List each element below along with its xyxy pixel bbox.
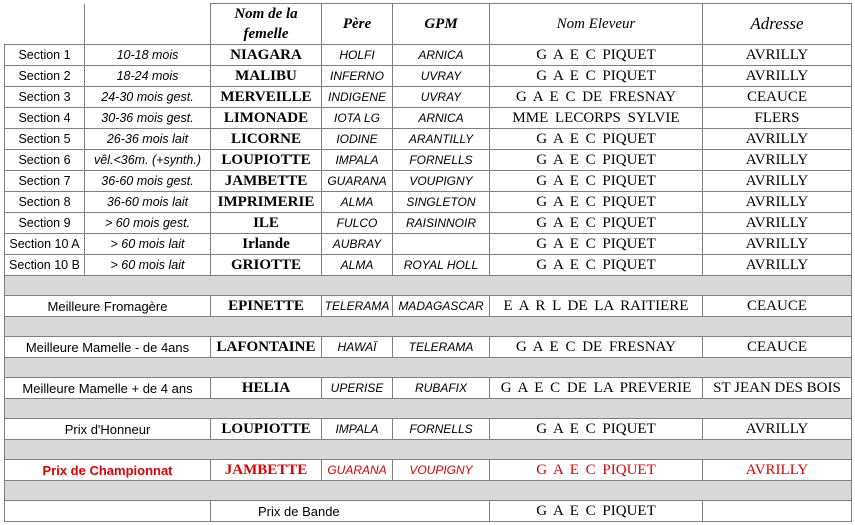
gpm-name: VOUPIGNY xyxy=(393,460,490,481)
father-name: IMPALA xyxy=(322,150,393,171)
breeder-name: MME LECORPS SYLVIE xyxy=(490,108,703,129)
address: AVRILLY xyxy=(703,171,852,192)
female-name: GRIOTTE xyxy=(211,255,322,276)
gpm-name: VOUPIGNY xyxy=(393,171,490,192)
section-label: Section 10 A xyxy=(5,234,85,255)
gpm-name: RAISINNOIR xyxy=(393,213,490,234)
female-name: LOUPIOTTE xyxy=(211,150,322,171)
gpm-name: TELERAMA xyxy=(393,337,490,358)
results-table xyxy=(4,3,852,522)
breeder-name: G A E C PIQUET xyxy=(490,255,703,276)
section-row xyxy=(5,192,852,213)
breeder-name: G A E C PIQUET xyxy=(490,150,703,171)
award-row xyxy=(5,419,852,440)
section-row xyxy=(5,87,852,108)
section-label: Section 8 xyxy=(5,192,85,213)
female-name: Irlande xyxy=(211,234,322,255)
gpm-name: RUBAFIX xyxy=(393,378,490,399)
section-label: Section 6 xyxy=(5,150,85,171)
father-name: ALMA xyxy=(322,255,393,276)
header-eleveur: Nom Eleveur xyxy=(490,4,703,45)
header-pere: Père xyxy=(322,4,393,45)
father-name: HOLFI xyxy=(322,45,393,66)
separator-row xyxy=(5,276,852,296)
father-name: FULCO xyxy=(322,213,393,234)
gpm-name: ARNICA xyxy=(393,108,490,129)
female-name: LAFONTAINE xyxy=(211,337,322,358)
father-name: TELERAMA xyxy=(322,296,393,317)
address: CEAUCE xyxy=(703,337,852,358)
female-name: NIAGARA xyxy=(211,45,322,66)
breeder-name: G A E C PIQUET xyxy=(490,192,703,213)
female-name: ILE xyxy=(211,213,322,234)
section-age: 36-60 mois lait xyxy=(85,192,211,213)
address: AVRILLY xyxy=(703,150,852,171)
header-empty-age xyxy=(85,4,211,45)
gpm-name: UVRAY xyxy=(393,87,490,108)
female-name: LICORNE xyxy=(211,129,322,150)
address: AVRILLY xyxy=(703,460,852,481)
father-name: UPERISE xyxy=(322,378,393,399)
section-age: vêl.<36m. (+synth.) xyxy=(85,150,211,171)
header-empty-section xyxy=(5,4,85,45)
section-row xyxy=(5,255,852,276)
separator-cell xyxy=(5,399,852,419)
address: AVRILLY xyxy=(703,419,852,440)
father-name: INFERNO xyxy=(322,66,393,87)
breeder-name: G A E C PIQUET xyxy=(490,460,703,481)
section-row xyxy=(5,213,852,234)
section-label: Section 1 xyxy=(5,45,85,66)
award-row xyxy=(5,296,852,317)
address: AVRILLY xyxy=(703,129,852,150)
address: AVRILLY xyxy=(703,234,852,255)
bande-empty-address xyxy=(703,501,852,522)
section-row xyxy=(5,150,852,171)
female-name: JAMBETTE xyxy=(211,171,322,192)
female-name: EPINETTE xyxy=(211,296,322,317)
address: AVRILLY xyxy=(703,45,852,66)
bande-breeder: G A E C PIQUET xyxy=(490,501,703,522)
breeder-name: G A E C DE LA PREVERIE xyxy=(490,378,703,399)
female-name: JAMBETTE xyxy=(211,460,322,481)
address: AVRILLY xyxy=(703,213,852,234)
award-row xyxy=(5,460,852,481)
breeder-name: E A R L DE LA RAITIERE xyxy=(490,296,703,317)
header-row xyxy=(5,4,852,45)
gpm-name xyxy=(393,234,490,255)
female-name: LOUPIOTTE xyxy=(211,419,322,440)
female-name: IMPRIMERIE xyxy=(211,192,322,213)
female-name: MERVEILLE xyxy=(211,87,322,108)
bande-row xyxy=(5,501,852,522)
header-nom: Nom de la femelle xyxy=(211,4,322,45)
female-name: HELIA xyxy=(211,378,322,399)
award-row xyxy=(5,378,852,399)
breeder-name: G A E C PIQUET xyxy=(490,171,703,192)
award-label: Meilleure Fromagère xyxy=(5,296,211,317)
breeder-name: G A E C PIQUET xyxy=(490,66,703,87)
breeder-name: G A E C PIQUET xyxy=(490,419,703,440)
gpm-name: ARNICA xyxy=(393,45,490,66)
section-label: Section 9 xyxy=(5,213,85,234)
bande-empty xyxy=(5,501,211,522)
father-name: AUBRAY xyxy=(322,234,393,255)
father-name: HAWAÏ xyxy=(322,337,393,358)
separator-cell xyxy=(5,481,852,501)
father-name: GUARANA xyxy=(322,460,393,481)
section-row xyxy=(5,171,852,192)
section-age: 36-60 mois gest. xyxy=(85,171,211,192)
section-row xyxy=(5,108,852,129)
gpm-name: UVRAY xyxy=(393,66,490,87)
award-row xyxy=(5,337,852,358)
section-age: 26-36 mois lait xyxy=(85,129,211,150)
section-age: > 60 mois lait xyxy=(85,234,211,255)
gpm-name: FORNELLS xyxy=(393,150,490,171)
separator-row xyxy=(5,481,852,501)
address: AVRILLY xyxy=(703,192,852,213)
father-name: IMPALA xyxy=(322,419,393,440)
section-label: Section 2 xyxy=(5,66,85,87)
gpm-name: SINGLETON xyxy=(393,192,490,213)
separator-row xyxy=(5,358,852,378)
section-age: 10-18 mois xyxy=(85,45,211,66)
separator-cell xyxy=(5,317,852,337)
award-label: Meilleure Mamelle + de 4 ans xyxy=(5,378,211,399)
breeder-name: G A E C PIQUET xyxy=(490,129,703,150)
section-age: 24-30 mois gest. xyxy=(85,87,211,108)
address: AVRILLY xyxy=(703,66,852,87)
father-name: GUARANA xyxy=(322,171,393,192)
gpm-name: ARANTILLY xyxy=(393,129,490,150)
section-label: Section 4 xyxy=(5,108,85,129)
breeder-name: G A E C DE FRESNAY xyxy=(490,87,703,108)
separator-cell xyxy=(5,358,852,378)
address: AVRILLY xyxy=(703,255,852,276)
award-label: Prix d'Honneur xyxy=(5,419,211,440)
gpm-name: FORNELLS xyxy=(393,419,490,440)
header-gpm: GPM xyxy=(393,4,490,45)
father-name: INDIGENE xyxy=(322,87,393,108)
section-row xyxy=(5,129,852,150)
separator-cell xyxy=(5,276,852,296)
section-label: Section 5 xyxy=(5,129,85,150)
female-name: MALIBU xyxy=(211,66,322,87)
breeder-name: G A E C PIQUET xyxy=(490,213,703,234)
father-name: IODINE xyxy=(322,129,393,150)
address: CEAUCE xyxy=(703,296,852,317)
section-row xyxy=(5,234,852,255)
separator-row xyxy=(5,317,852,337)
header-adresse: Adresse xyxy=(703,4,852,45)
separator-row xyxy=(5,440,852,460)
gpm-name: ROYAL HOLL xyxy=(393,255,490,276)
address: FLERS xyxy=(703,108,852,129)
gpm-name: MADAGASCAR xyxy=(393,296,490,317)
section-label: Section 10 B xyxy=(5,255,85,276)
separator-row xyxy=(5,399,852,419)
breeder-name: G A E C PIQUET xyxy=(490,234,703,255)
bande-label: Prix de Bande xyxy=(211,501,490,522)
breeder-name: G A E C PIQUET xyxy=(490,45,703,66)
address: CEAUCE xyxy=(703,87,852,108)
section-age: 18-24 mois xyxy=(85,66,211,87)
female-name: LIMONADE xyxy=(211,108,322,129)
address: ST JEAN DES BOIS xyxy=(703,378,852,399)
section-age: > 60 mois gest. xyxy=(85,213,211,234)
section-label: Section 7 xyxy=(5,171,85,192)
section-age: 30-36 mois gest. xyxy=(85,108,211,129)
section-row xyxy=(5,66,852,87)
separator-cell xyxy=(5,440,852,460)
breeder-name: G A E C DE FRESNAY xyxy=(490,337,703,358)
award-label: Prix de Championnat xyxy=(5,460,211,481)
section-label: Section 3 xyxy=(5,87,85,108)
section-row xyxy=(5,45,852,66)
father-name: IOTA LG xyxy=(322,108,393,129)
section-age: > 60 mois lait xyxy=(85,255,211,276)
father-name: ALMA xyxy=(322,192,393,213)
award-label: Meilleure Mamelle - de 4ans xyxy=(5,337,211,358)
